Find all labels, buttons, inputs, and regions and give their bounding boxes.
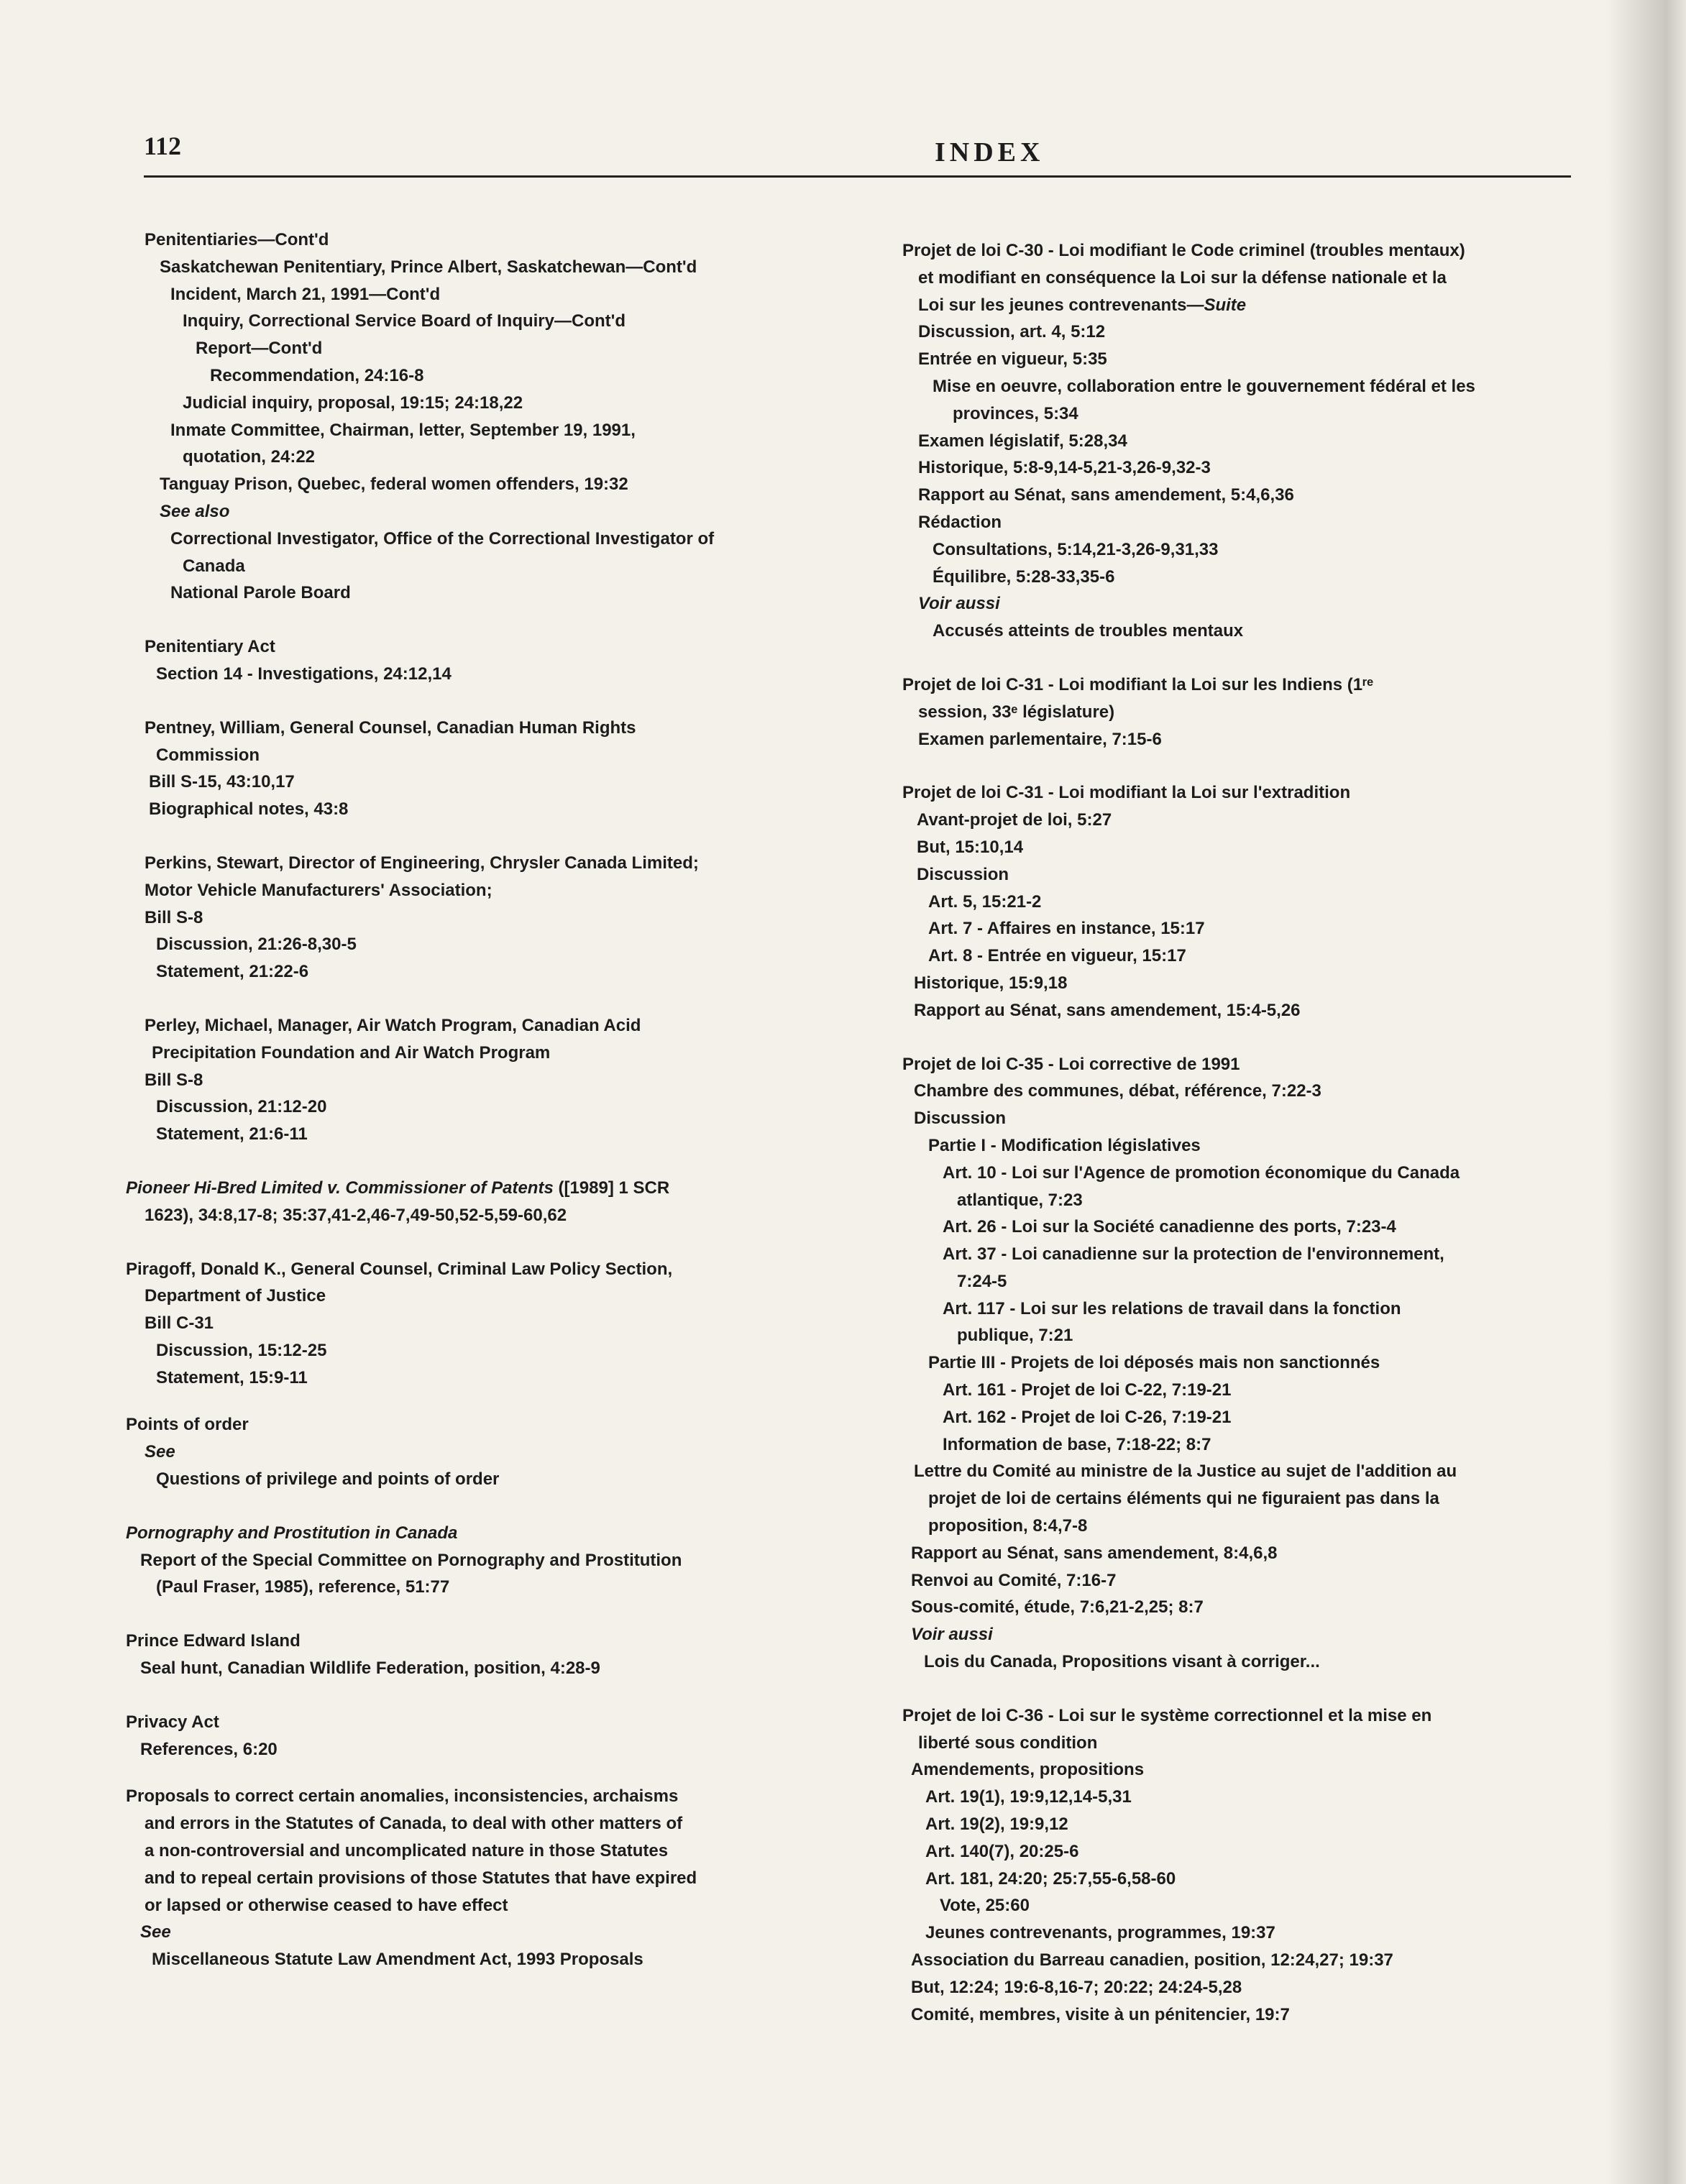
entry-text: Art. 181, 24:20; 25:7,55-6,58-60 [925, 1868, 1176, 1889]
cross-reference: Questions of privilege and points of order [156, 1469, 500, 1490]
entry-text: Art. 162 - Projet de loi C-26, 7:19-21 [943, 1407, 1232, 1427]
entry-text: Statement, 21:6-11 [156, 1124, 308, 1144]
entry-text: Inquiry, Correctional Service Board of Inquiry—Cont'd [183, 311, 626, 331]
entry-text: Partie I - Modification législatives [928, 1135, 1201, 1155]
entry-heading [126, 226, 845, 254]
entry-heading: Piragoff, Donald K., General Counsel, Criminal Law Policy Section, [126, 1259, 673, 1279]
entry-heading: liberté sous condition [918, 1733, 1098, 1753]
entry-text: Examen parlementaire, 7:15-6 [918, 729, 1162, 749]
entry-text: Tanguay Prison, Quebec, federal women offenders, 19:32 [160, 474, 628, 495]
entry-text: Section 14 - Investigations, 24:12,14 [156, 664, 452, 684]
see-label: See [145, 1442, 175, 1462]
entry-text: Judicial inquiry, proposal, 19:15; 24:18,22 [183, 393, 523, 413]
index-entry-bill-c36 [902, 1702, 1593, 2029]
entry-text: Avant-projet de loi, 5:27 [917, 810, 1112, 830]
page-number: 112 [144, 132, 182, 160]
entry-text: Art. 7 - Affaires en instance, 15:17 [928, 919, 1205, 939]
entry-text: Seal hunt, Canadian Wildlife Federation, position, 4:28-9 [140, 1658, 600, 1679]
index-entry-pornography [126, 1520, 845, 1601]
index-entry-piragoff [126, 1256, 845, 1392]
entry-text: 1623), 34:8,17-8; 35:37,41-2,46-7,49-50,52-5,59-60,62 [145, 1205, 567, 1225]
entry-text: Art. 19(2), 19:9,12 [925, 1814, 1068, 1835]
entry-text: Information de base, 7:18-22; 8:7 [943, 1434, 1211, 1454]
entry-text: Loi sur les jeunes contrevenants— [918, 295, 1204, 315]
entry-text: Art. 161 - Projet de loi C-22, 7:19-21 [943, 1380, 1232, 1400]
entry-heading: and errors in the Statutes of Canada, to deal with other matters of [145, 1814, 683, 1834]
entry-text: Amendements, propositions [911, 1760, 1145, 1780]
running-title: INDEX [935, 137, 1045, 168]
cross-reference: Accusés atteints de troubles mentaux [933, 621, 1244, 641]
entry-text: Art. 117 - Loi sur les relations de travail dans la fonction [943, 1298, 1401, 1318]
entry-text: Sous-comité, étude, 7:6,21-2,25; 8:7 [911, 1597, 1204, 1618]
index-entry-bill-c31-indiens [902, 671, 1593, 753]
cross-reference: Correctional Investigator, Office of the Correctional Investigator of [170, 528, 715, 549]
entry-text: Bill S-15, 43:10,17 [149, 772, 295, 792]
entry-text: Rapport au Sénat, sans amendement, 8:4,6,8 [911, 1543, 1278, 1563]
entry-text: (Paul Fraser, 1985), reference, 51:77 [156, 1577, 450, 1597]
entry-text: Art. 10 - Loi sur l'Agence de promotion économique du Canada [943, 1162, 1460, 1183]
entry-text: Bill S-8 [145, 907, 203, 927]
entry-text: Discussion [917, 864, 1009, 884]
entry-text: Examen législatif, 5:28,34 [918, 431, 1127, 451]
index-entry-bill-c31-extradition [902, 779, 1593, 1024]
entry-heading: Penitentiary Act [145, 637, 275, 657]
entry-text: provinces, 5:34 [953, 403, 1078, 423]
see-also-label: Voir aussi [918, 594, 1000, 614]
entry-text: But, 12:24; 19:6-8,16-7; 20:22; 24:24-5,28 [911, 1977, 1242, 1997]
entry-heading: Pentney, William, General Counsel, Canadian Human Rights [145, 717, 636, 738]
citation: ([1989] 1 SCR [553, 1178, 670, 1198]
entry-heading [126, 1175, 845, 1202]
entry-heading [902, 292, 1593, 319]
entry-text: Lettre du Comité au ministre de la Justice au sujet de l'addition au [914, 1462, 1457, 1482]
entry-text: Partie III - Projets de loi déposés mais non sanctionnés [928, 1353, 1380, 1373]
entry-heading: Department of Justice [145, 1286, 326, 1306]
index-entry-perley [126, 1012, 845, 1148]
entry-heading: Projet de loi C-35 - Loi corrective de 1991 [902, 1054, 1240, 1074]
index-entry-proposals [126, 1783, 845, 1973]
entry-heading: et modifiant en conséquence la Loi sur la défense nationale et la [918, 267, 1447, 288]
entry-text: Discussion, 21:26-8,30-5 [156, 935, 357, 955]
entry-text: Bill C-31 [145, 1313, 214, 1334]
cross-reference: Miscellaneous Statute Law Amendment Act, 1993 Proposals [152, 1950, 643, 1970]
entry-text: Historique, 15:9,18 [914, 973, 1068, 993]
entry-text: atlantique, 7:23 [957, 1190, 1083, 1210]
entry-heading: session, 33ᵉ législature) [918, 702, 1115, 722]
entry-text: Chambre des communes, débat, référence, 7:22-3 [914, 1081, 1321, 1101]
entry-text: Art. 26 - Loi sur la Société canadienne des ports, 7:23-4 [943, 1217, 1396, 1237]
entry-text: Rapport au Sénat, sans amendement, 15:4-5,26 [914, 1000, 1301, 1020]
entry-heading: and to repeal certain provisions of those Statutes that have expired [145, 1868, 697, 1888]
entry-text: proposition, 8:4,7-8 [928, 1516, 1088, 1536]
entry-heading: Privacy Act [126, 1712, 219, 1732]
entry-text: Inmate Committee, Chairman, letter, September 19, 1991, [170, 420, 636, 440]
entry-heading: Perley, Michael, Manager, Air Watch Program, Canadian Acid [145, 1015, 641, 1035]
entry-text: Penitentiaries—Cont'd [145, 230, 329, 249]
index-entry-penitentiary-act [126, 633, 845, 688]
cross-reference: Lois du Canada, Propositions visant à corriger... [924, 1652, 1320, 1672]
entry-text: Rédaction [918, 512, 1002, 532]
entry-text: Équilibre, 5:28-33,35-6 [933, 566, 1115, 587]
index-entry-pioneer [126, 1175, 845, 1229]
entry-text: Jeunes contrevenants, programmes, 19:37 [925, 1923, 1275, 1943]
entry-text: Association du Barreau canadien, position, 12:24,27; 19:37 [911, 1950, 1393, 1970]
entry-heading: a non-controversial and uncomplicated nature in those Statutes [145, 1841, 669, 1861]
left-column [126, 226, 845, 1973]
see-also-label: Voir aussi [911, 1625, 993, 1645]
entry-text: Discussion, 21:12-20 [156, 1097, 327, 1117]
entry-text: Art. 37 - Loi canadienne sur la protection de l'environnement, [943, 1244, 1444, 1265]
entry-heading: Projet de loi C-36 - Loi sur le système correctionnel et la mise en [902, 1705, 1432, 1725]
entry-text: But, 15:10,14 [917, 837, 1024, 857]
entry-text: Art. 8 - Entrée en vigueur, 15:17 [928, 946, 1186, 966]
entry-heading: Projet de loi C-30 - Loi modifiant le Code criminel (troubles mentaux) [902, 241, 1465, 260]
entry-text: Report of the Special Committee on Pornography and Prostitution [140, 1550, 682, 1570]
index-entry-pentney [126, 715, 845, 823]
entry-text: Comité, membres, visite à un pénitencier, 19:7 [911, 2004, 1290, 2024]
header-rule [144, 175, 1571, 178]
entry-heading: Pornography and Prostitution in Canada [126, 1523, 458, 1543]
entry-text: Recommendation, 24:16-8 [210, 365, 424, 385]
cross-reference: National Parole Board [170, 583, 351, 603]
index-entry-bill-c35 [902, 1051, 1593, 1676]
entry-text: Biographical notes, 43:8 [149, 799, 349, 820]
entry-text: Mise en oeuvre, collaboration entre le gouvernement fédéral et les [933, 376, 1475, 396]
page-header [144, 131, 1571, 174]
index-entry-privacy-act [126, 1709, 845, 1763]
entry-heading: Perkins, Stewart, Director of Engineering, Chrysler Canada Limited; [145, 853, 699, 873]
entry-heading: Projet de loi C-31 - Loi modifiant la Loi sur l'extradition [902, 783, 1351, 803]
page-edge-shadow [1607, 0, 1686, 2184]
right-column [902, 237, 1593, 2028]
entry-heading: Commission [156, 745, 260, 765]
entry-text: Discussion, 15:12-25 [156, 1340, 327, 1360]
index-entry-penitentiaries [126, 226, 845, 607]
entry-text: Art. 5, 15:21-2 [928, 891, 1042, 912]
entry-heading: Proposals to correct certain anomalies, inconsistencies, archaisms [126, 1786, 679, 1807]
entry-heading: Motor Vehicle Manufacturers' Association; [145, 880, 492, 900]
index-entry-bill-c30 [902, 237, 1593, 645]
entry-text: Statement, 15:9-11 [156, 1367, 308, 1387]
entry-heading: Prince Edward Island [126, 1631, 301, 1651]
entry-text: Rapport au Sénat, sans amendement, 5:4,6,36 [918, 485, 1294, 505]
entry-text: Art. 140(7), 20:25-6 [925, 1841, 1079, 1861]
entry-heading: Projet de loi C-31 - Loi modifiant la Loi sur les Indiens (1ʳᵉ [902, 674, 1374, 694]
continued-label: Suite [1204, 295, 1247, 315]
entry-text: Historique, 5:8-9,14-5,21-3,26-9,32-3 [918, 458, 1211, 478]
entry-text: Bill S-8 [145, 1070, 203, 1090]
entry-text: Discussion [914, 1109, 1007, 1129]
entry-text: Saskatchewan Penitentiary, Prince Albert, Saskatchewan—Cont'd [160, 257, 697, 277]
cross-reference: Canada [183, 556, 245, 576]
see-also-label: See also [160, 501, 230, 521]
entry-text: publique, 7:21 [957, 1326, 1073, 1346]
entry-text: References, 6:20 [140, 1739, 278, 1759]
index-entry-perkins [126, 850, 845, 986]
entry-heading: or lapsed or otherwise ceased to have effect [145, 1895, 508, 1915]
entry-text: 7:24-5 [957, 1271, 1007, 1291]
entry-text: quotation, 24:22 [183, 447, 316, 467]
entry-text: Entrée en vigueur, 5:35 [918, 349, 1107, 370]
entry-text: projet de loi de certains éléments qui ne figuraient pas dans la [928, 1489, 1439, 1509]
entry-text: Statement, 21:22-6 [156, 962, 309, 982]
entry-heading: Precipitation Foundation and Air Watch Program [152, 1042, 551, 1063]
entry-text: Vote, 25:60 [940, 1896, 1030, 1916]
index-entry-points-of-order [126, 1411, 845, 1492]
entry-text: Report—Cont'd [196, 339, 323, 359]
entry-text: Consultations, 5:14,21-3,26-9,31,33 [933, 539, 1219, 559]
entry-text: Art. 19(1), 19:9,12,14-5,31 [925, 1787, 1132, 1807]
case-name: Pioneer Hi-Bred Limited v. Commissioner of Patents [126, 1178, 554, 1198]
index-entry-prince-edward-island [126, 1628, 845, 1682]
entry-text: Incident, March 21, 1991—Cont'd [170, 284, 441, 304]
entry-heading: Points of order [126, 1415, 249, 1435]
see-label: See [140, 1922, 171, 1942]
entry-text: Discussion, art. 4, 5:12 [918, 322, 1106, 342]
entry-text: Renvoi au Comité, 7:16-7 [911, 1570, 1117, 1590]
